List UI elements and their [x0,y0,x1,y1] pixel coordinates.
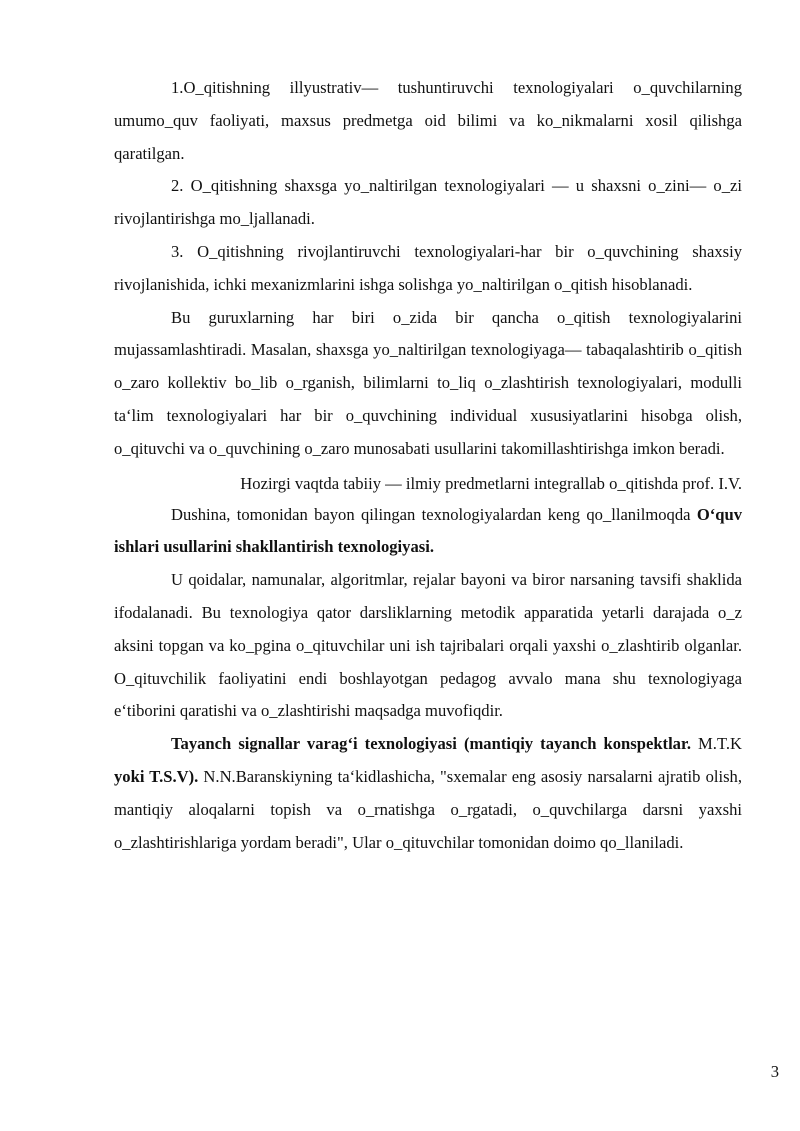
paragraph-8-abbrev: M.T.K [690,734,742,754]
page-number: 3 [770,1062,779,1081]
document-body [114,72,742,859]
paragraph-8-text: N.N.Baranskiyning ta‘kidlashicha, "sxemalar eng asosiy narsalarni ajratib olish, mantiqiy aloqalarni topish va o_rnatishga o_rgatadi, o_quvchilarga darsni yaxshi o_zlashtirishlariga yordam beradi", Ular o_qituvchilar tomonidan doimo qo_llaniladi. [114,766,742,852]
paragraph-3: 3. O_qitishning rivojlantiruvchi texnologiyalari-har bir o_quvchining shaxsiy rivojlanishida, ichki mexanizmlarini ishga solishga yo_naltirilgan o_qitish hisoblanadi. [114,241,742,294]
paragraph-8-heading: Tayanch signallar varag‘i texnologiyasi (mantiqiy tayanch konspektlar. [171,734,691,754]
paragraph-8 [114,728,742,859]
paragraph-6-text: Dushina, tomonidan bayon qilingan texnologiyalardan keng qo_llanilmoqda [171,504,697,524]
paragraph-7: U qoidalar, namunalar, algoritmlar, rejalar bayoni va biror narsaning tavsifi shaklida ifodalanadi. Bu texnologiya qator darsliklarning metodik apparatida yetarli darajada o_z aksini topgan va ko_pgina o_qituvchilar uni ish tajribalari orqali yaxshi o_zlashtirib olganlar. O_qituvchilik faoliyatini endi boshlayotgan pedagog avvalo mana shu texnologiyaga e‘tiborini qaratishi va o_zlashtirishi maqsadga muvofiqdir. [114,570,742,721]
paragraph-6 [114,499,742,565]
paragraph-2: 2. O_qitishning shaxsga yo_naltirilgan texnologiyalari — u shaxsni o_zini— o_zi rivojlantirishga mo_ljallanadi. [114,176,742,229]
paragraph-1: 1.O_qitishning illyustrativ— tushuntiruvchi texnologiyalari o_quvchilarning umumo_quv faoliyati, maxsus predmetga oid bilimi va ko_nikmalarni xosil qilishga qaratilgan. [114,78,742,163]
paragraph-6-bold: O‘quv ishlari usullarini shakllantirish texnologiyasi. [114,504,742,557]
paragraph-4: Bu guruxlarning har biri o_zida bir qancha o_qitish texnologiyalarini mujassamlashtiradi. Masalan, shaxsga yo_naltirilgan texnologiyaga— tabaqalashtirib o_qitish o_zaro kollektiv bo_lib o_rganish, bilimlarni to_liq o_zlashtirish texnologiyalari, modulli ta‘lim texnologiyalari har bir o_quvchining individual xususiyatlarini hisobga olish, o_qituvchi va o_quvchining o_zaro munosabati usullarini takomillashtirishga imkon beradi. [114,307,742,458]
paragraph-5: Hozirgi vaqtda tabiiy — ilmiy predmetlarni integrallab o_qitishda prof. I.V. [240,473,742,493]
paragraph-8-abbrev-bold: yoki T.S.V). [114,766,199,786]
